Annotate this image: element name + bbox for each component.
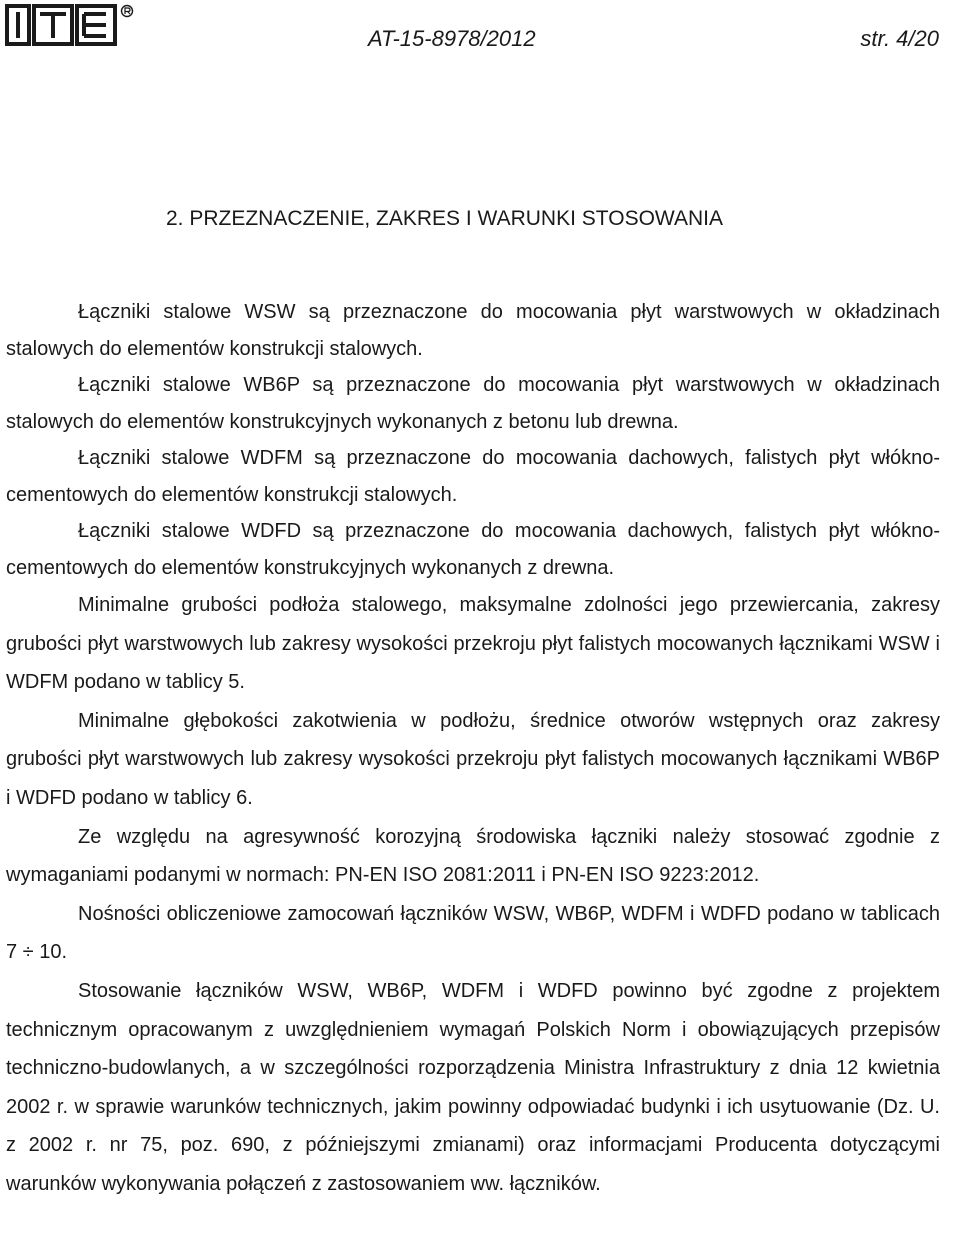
paragraph: Łączniki stalowe WB6P są przeznaczone do mocowania płyt warstwowych w okładzinach stalowych do elementów konstrukcyjnych wykonanych z betonu lub drewna. (6, 374, 940, 433)
paragraph: Łączniki stalowe WSW są przeznaczone do mocowania płyt warstwowych w okładzinach stalowych do elementów konstrukcji stalowych. (6, 301, 940, 360)
paragraph: Minimalne grubości podłoża stalowego, maksymalne zdolności jego przewiercania, zakresy grubości płyt warstwowych lub zakresy wysokości przekroju płyt falistych mocowanych łącznikami WSW i WDFM podano w tablicy 5. (6, 594, 940, 694)
paragraph: Łączniki stalowe WDFD są przeznaczone do mocowania dachowych, falistych płyt włókno-cementowych do elementów konstrukcyjnych wykonanych z drewna. (6, 520, 940, 579)
paragraph: Łączniki stalowe WDFM są przeznaczone do mocowania dachowych, falistych płyt włókno-cementowych do elementów konstrukcji stalowych. (6, 447, 940, 506)
paragraph: Ze względu na agresywność korozyjną środowiska łączniki należy stosować zgodnie z wymaganiami podanymi w normach: PN-EN ISO 2081:2011 i PN-EN ISO 9223:2012. (6, 825, 940, 887)
paragraph: Minimalne głębokości zakotwienia w podłożu, średnice otworów wstępnych oraz zakresy grubości płyt warstwowych lub zakresy wysokości przekroju płyt falistych mocowanych łącznikami WB6P i WDFD podano w tablicy 6. (6, 709, 940, 809)
section-heading: 2. PRZEZNACZENIE, ZAKRES I WARUNKI STOSOWANIA (166, 207, 723, 230)
paragraph: Stosowanie łączników WSW, WB6P, WDFM i WDFD powinno być zgodne z projektem technicznym opracowanym z uwzględnieniem wymagań Polskich Norm i obowiązujących przepisów techniczno-budowlanych, a w szczególności rozporządzenia Ministra Infrastruktury z dnia 12 kwietnia 2002 r. w sprawie warunków technicznych, jakim powinny odpowiadać budynki i ich usytuowanie (Dz. U. z 2002 r. nr 75, poz. 690, z późniejszymi zmianami) oraz informacjami Producenta dotyczącymi warunków wykonywania połączeń z zastosowaniem ww. łączników. (6, 979, 940, 1195)
body-text (6, 294, 940, 1204)
paragraph: Nośności obliczeniowe zamocowań łączników WSW, WB6P, WDFM i WDFD podano w tablicach 7 ÷ 10. (6, 902, 940, 964)
page-number: str. 4/20 (860, 26, 939, 51)
itb-logo (4, 2, 134, 48)
document-reference: AT-15-8978/2012 (368, 26, 536, 51)
